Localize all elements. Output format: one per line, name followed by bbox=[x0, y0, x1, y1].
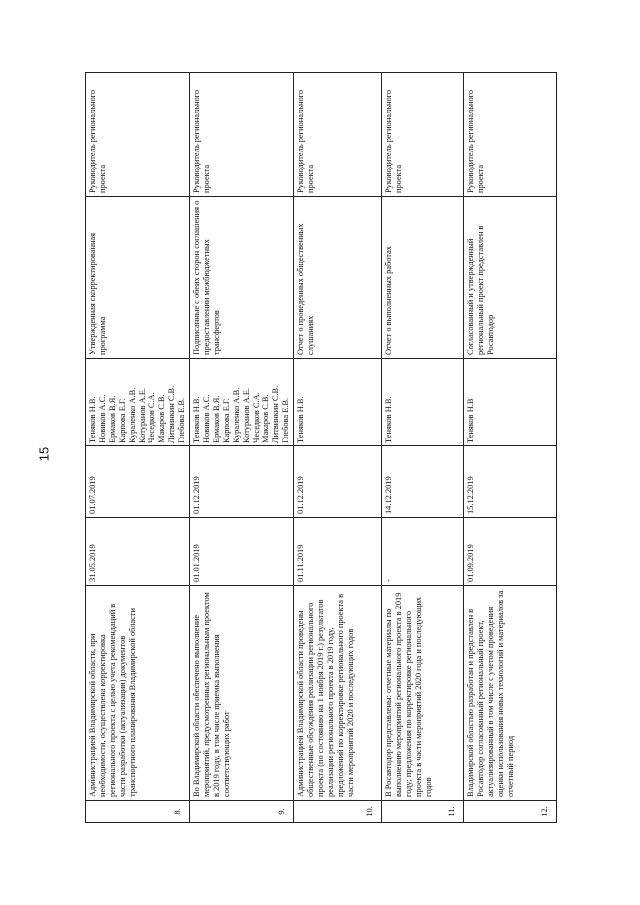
result-description: Подписанные с обеих сторон соглашения о предоставлении межбюджетных трансфертов bbox=[190, 197, 294, 359]
executors bbox=[464, 359, 557, 446]
start-date: 01.01.2019 bbox=[190, 518, 294, 586]
table-row bbox=[382, 73, 464, 823]
executor-name: Глебова Е.В. bbox=[177, 397, 187, 443]
executor-name: Макаров С.В. bbox=[261, 394, 271, 443]
executor-name: Глебова Е.В. bbox=[281, 397, 291, 443]
executor-name: Литвинкин С.В. bbox=[167, 385, 177, 443]
executor-name: Кураленко А.В. bbox=[231, 387, 241, 443]
executor-name: Теняков Н.В. bbox=[296, 396, 306, 443]
executor-name: Кураленко А.В. bbox=[127, 387, 137, 443]
executor-name: Карпова Е.Г. bbox=[221, 398, 231, 443]
executor-name: Карпова Е.Г. bbox=[117, 398, 127, 443]
table-row bbox=[464, 73, 557, 823]
executors bbox=[86, 359, 190, 446]
start-date: 01.09.2019 bbox=[464, 518, 557, 586]
executor-name: Котуранов А.Е. bbox=[241, 388, 251, 443]
event-description: Администрацией Владимирской области проведены общественные обсуждения реализации регионального проекта (по состоянию на 1 ноября 2019 г.) результатов реализации регионального проекта в 2019 году, предложений по корректировке регионального проекта в части мероприятий 2020 и последующих годов bbox=[294, 586, 382, 801]
page-number: 15 bbox=[36, 446, 52, 462]
row-number: 9. bbox=[190, 801, 294, 823]
result-description: Утвержденная скорректированная программа bbox=[86, 197, 190, 359]
project-table bbox=[85, 72, 557, 823]
row-number: 8. bbox=[86, 801, 190, 823]
result-description: Отчет о выполненных работах bbox=[382, 197, 464, 359]
row-number: 11. bbox=[382, 801, 464, 823]
table-row bbox=[190, 73, 294, 823]
result-description: Согласованный и утвержденный региональный проект представлен в Росавтодор bbox=[464, 197, 557, 359]
end-date: 15.12.2019 bbox=[464, 446, 557, 518]
table-row bbox=[294, 73, 382, 823]
end-date: 14.12.2019 bbox=[382, 446, 464, 518]
executor-name: Теняков Н.В. bbox=[88, 396, 97, 443]
executors bbox=[294, 359, 382, 446]
executors bbox=[190, 359, 294, 446]
executor-name: Ермаков В.Я. bbox=[211, 395, 221, 443]
event-description: В Росавтодор представлены: отчетные материалы по выполнению мероприятий регионального проекта в 2019 году; предложения по корректировке регионального проекта в части мероприятий 2020 года и последующих годов bbox=[382, 586, 464, 801]
table-frame bbox=[85, 73, 550, 823]
executor-name: Новиков А.С. bbox=[97, 394, 107, 443]
event-description: Во Владимирской области обеспечено выполнение мероприятий, предусмотренных региональным проектом в 2019 году, в том числе приемка выполнения соответствующих работ bbox=[190, 586, 294, 801]
control-level: Руководитель регионального проекта bbox=[464, 73, 557, 197]
executor-name: Чеседков С.А. bbox=[147, 392, 157, 443]
table-row bbox=[86, 73, 190, 823]
executor-name: Теняков Н.В. bbox=[384, 396, 394, 443]
end-date: 01.12.2019 bbox=[190, 446, 294, 518]
executor-name: Литвинкин С.В. bbox=[271, 385, 281, 443]
control-level: Руководитель регионального проекта bbox=[382, 73, 464, 197]
executor-name: Чеседков С.А. bbox=[251, 392, 261, 443]
row-number: 10. bbox=[294, 801, 382, 823]
start-date: 01.11.2019 bbox=[294, 518, 382, 586]
executor-name: Теняков Н.В bbox=[466, 398, 476, 443]
event-description: Администрацией Владимирской области, при необходимости, осуществлена корректировка регионального проекта с целью учета рекомендаций в части разработки (актуализации) документов транспортного планирования Владимирской области bbox=[86, 586, 190, 801]
control-level: Руководитель регионального проекта bbox=[86, 73, 190, 197]
executor-name: Котуранов А.Е. bbox=[137, 388, 147, 443]
event-description: Владимирской областью разработан и представлен в Росавтодор согласованный региональный проект, актуализированный в том числе с учетом проведения оценки использования новых технологий и материалов за отчетный период bbox=[464, 586, 557, 801]
end-date: 01.12.2019 bbox=[294, 446, 382, 518]
start-date: - bbox=[382, 518, 464, 586]
executor-name: Ермаков В.Я. bbox=[107, 395, 117, 443]
start-date: 31.05.2019 bbox=[86, 518, 190, 586]
row-number: 12. bbox=[464, 801, 557, 823]
executor-name: Теняков Н.В. bbox=[192, 396, 202, 443]
control-level: Руководитель регионального проекта bbox=[190, 73, 294, 197]
end-date: 01.07.2019 bbox=[86, 446, 190, 518]
executor-name: Макаров С.В. bbox=[157, 394, 167, 443]
executor-name: Новиков А.С. bbox=[201, 394, 211, 443]
control-level: Руководитель регионального проекта bbox=[294, 73, 382, 197]
result-description: Отчет о проведенных общественных слушаниях bbox=[294, 197, 382, 359]
executors bbox=[382, 359, 464, 446]
